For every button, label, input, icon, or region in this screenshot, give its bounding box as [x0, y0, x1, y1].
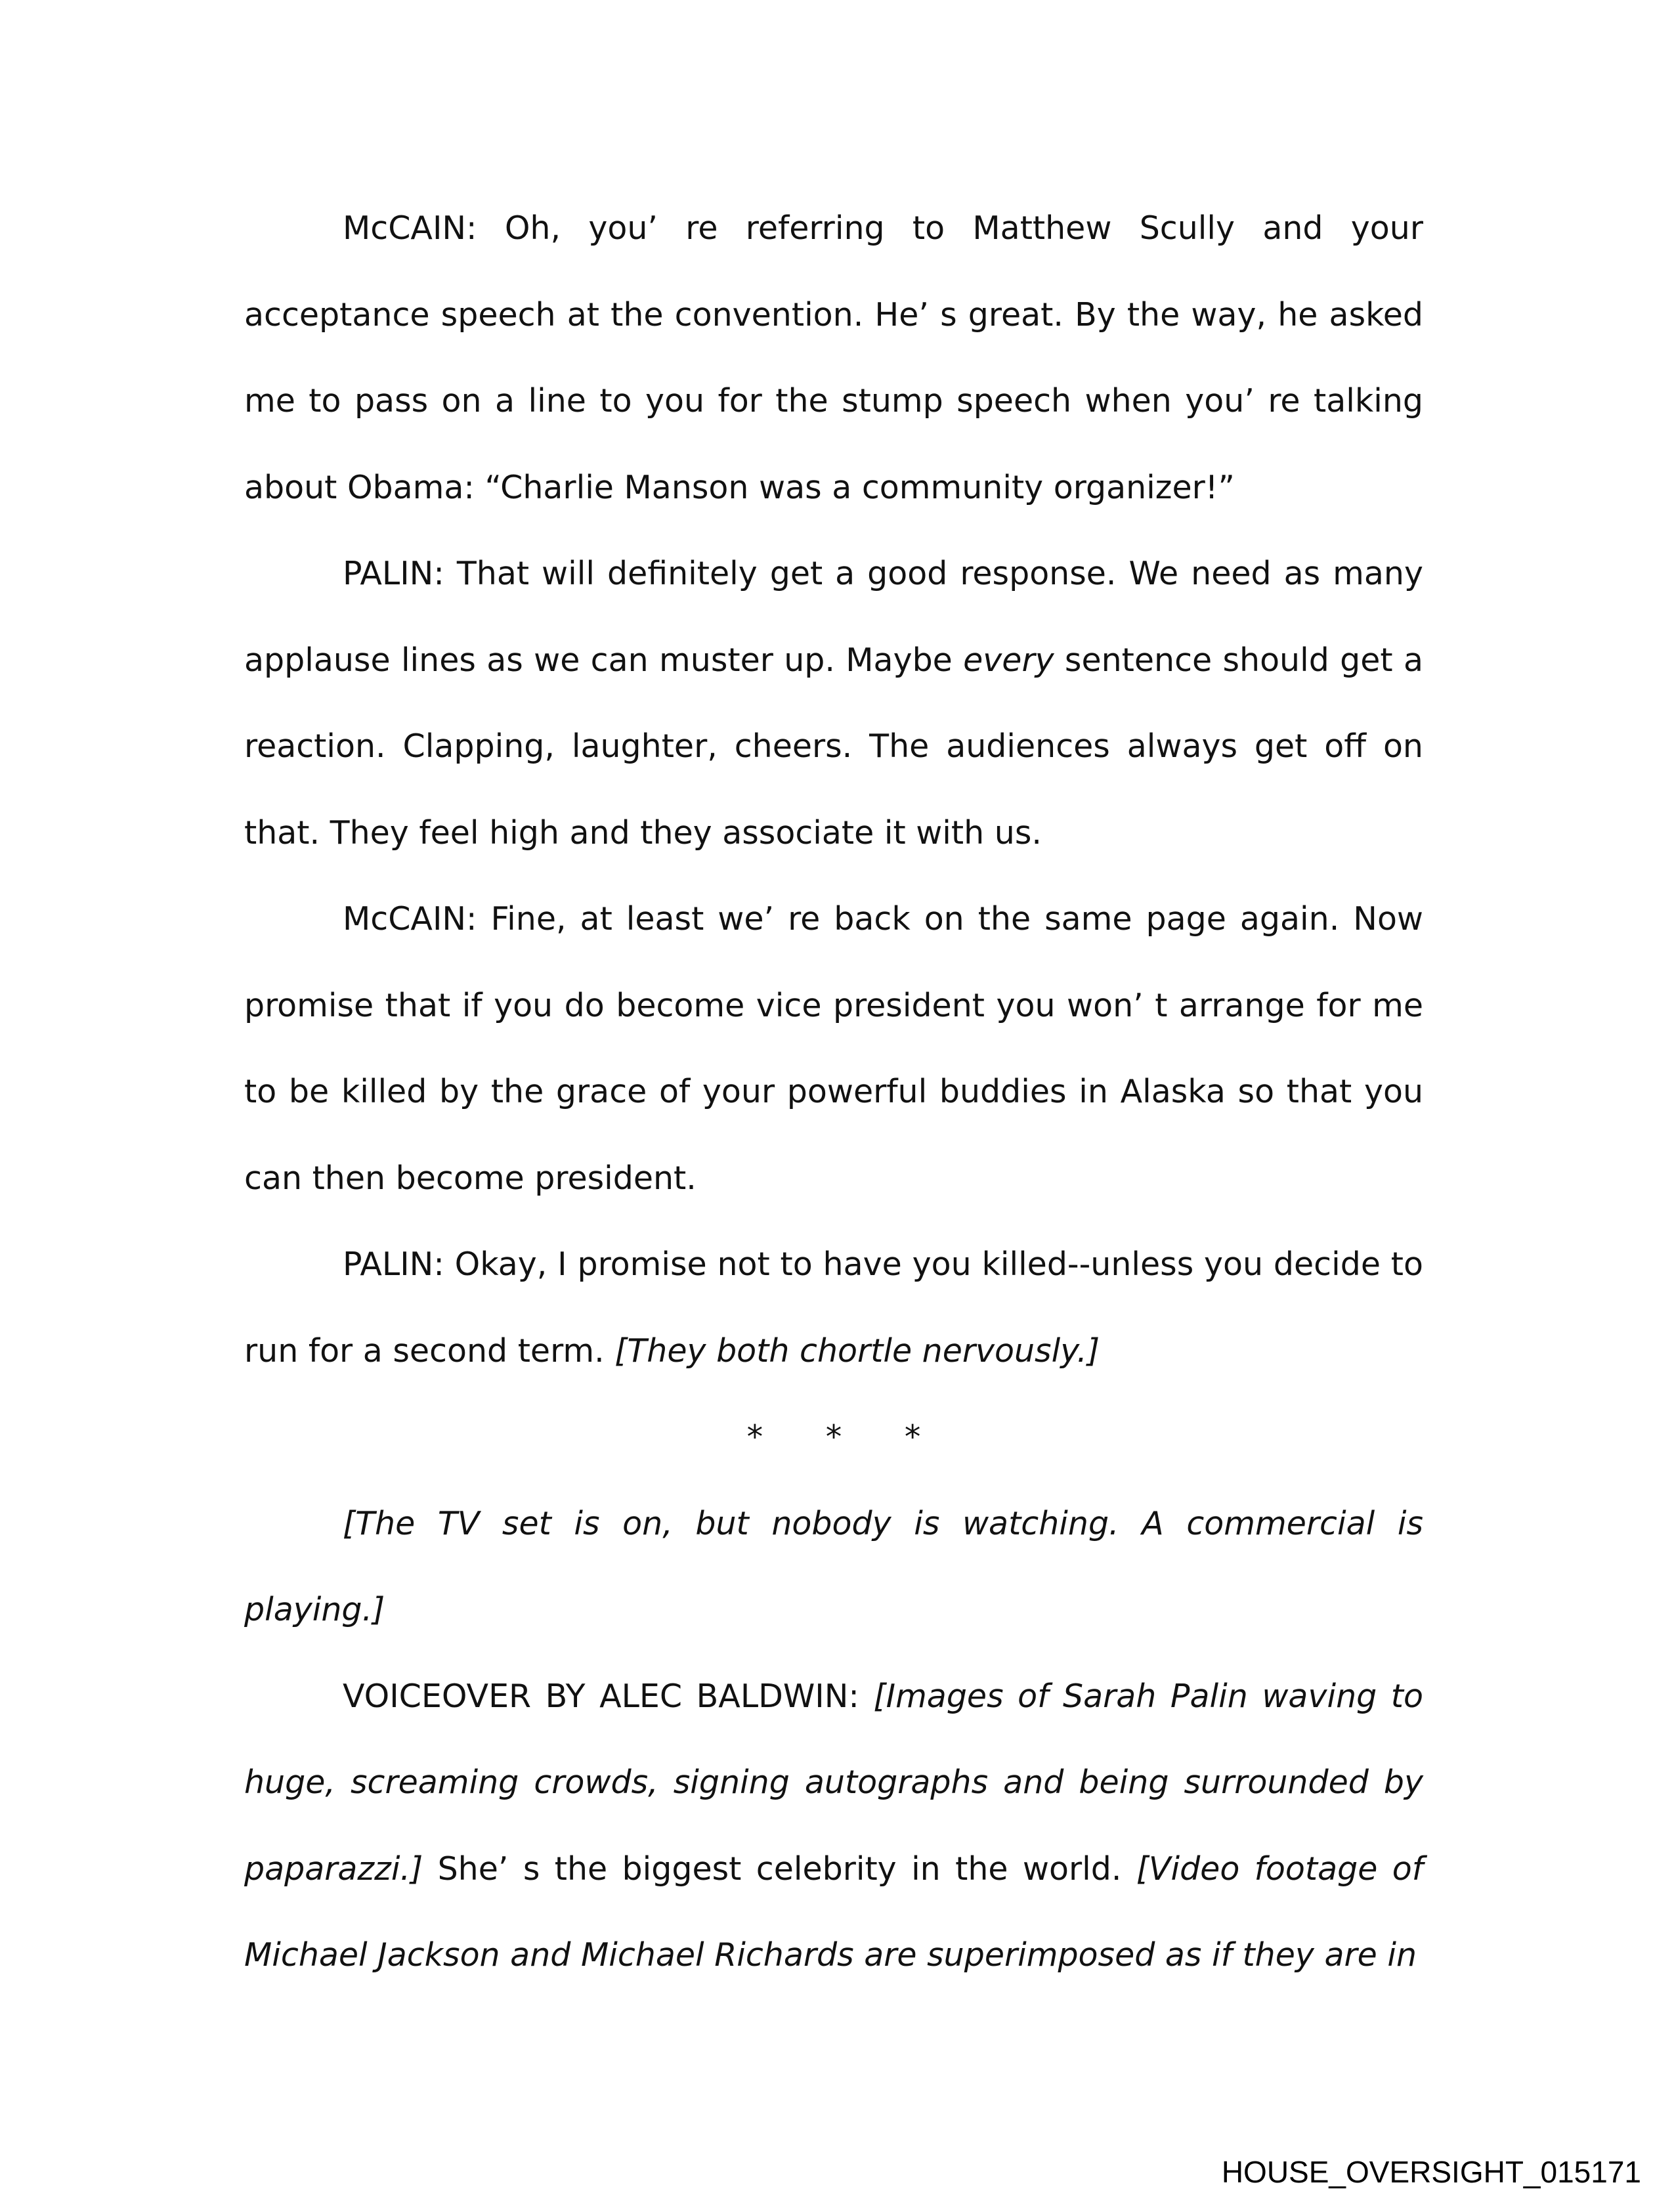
emphasis-word: every — [963, 641, 1054, 679]
paragraph-palin-second-term — [244, 1221, 1423, 1394]
stage-direction: [Images of Sarah Palin waving to huge, screaming crowds, signing autographs and being surrounded by paparazzi.] — [244, 1677, 1424, 1888]
paragraph-mccain-scully — [244, 185, 1423, 531]
speaker-label: VOICEOVER BY ALEC BALDWIN: — [343, 1677, 874, 1715]
paragraph-text: PALIN: That will definitely get a good response. We need as many applause lines as we can muster up. Maybe — [244, 555, 1423, 679]
paragraph-text: She’ s the biggest celebrity in the world. — [423, 1850, 1136, 1888]
paragraph-tv-set — [244, 1481, 1423, 1653]
stage-direction: [Video footage of Michael Jackson and Michael Richards are superimposed as if they are in — [244, 1850, 1423, 1974]
paragraph-text: sentence should get a reaction. Clapping, laughter, cheers. The audiences always get off on that. They feel high and they associate it with us. — [244, 641, 1423, 852]
paragraph-text: McCAIN: Oh, you’ re referring to Matthew Scully and your acceptance speech at the convention. He’ s great. By the way, he asked me to pass on a line to you for the stump speech when you’ re talking about Obama: “Charlie Manson was a community organizer!” — [244, 209, 1423, 506]
stage-direction: [The TV set is on, but nobody is watching. A commercial is playing.] — [244, 1504, 1423, 1628]
stage-direction: [They both chortle nervously.] — [614, 1332, 1100, 1370]
document-body — [244, 185, 1423, 1999]
paragraph-text: PALIN: Okay, I promise not to have you killed--unless you decide to run for a second term. — [244, 1246, 1423, 1370]
paragraph-text: McCAIN: Fine, at least we’ re back on the same page again. Now promise that if you do become vice president you won’ t arrange for me to be killed by the grace of your powerful buddies in Alaska so that you can then become president. — [244, 900, 1423, 1197]
bates-number: HOUSE_OVERSIGHT_015171 — [1221, 2155, 1641, 2189]
section-break: * * * — [746, 1418, 947, 1456]
paragraph-mccain-promise — [244, 876, 1423, 1221]
paragraph-voiceover — [244, 1653, 1423, 1999]
paragraph-palin-applause — [244, 531, 1423, 876]
